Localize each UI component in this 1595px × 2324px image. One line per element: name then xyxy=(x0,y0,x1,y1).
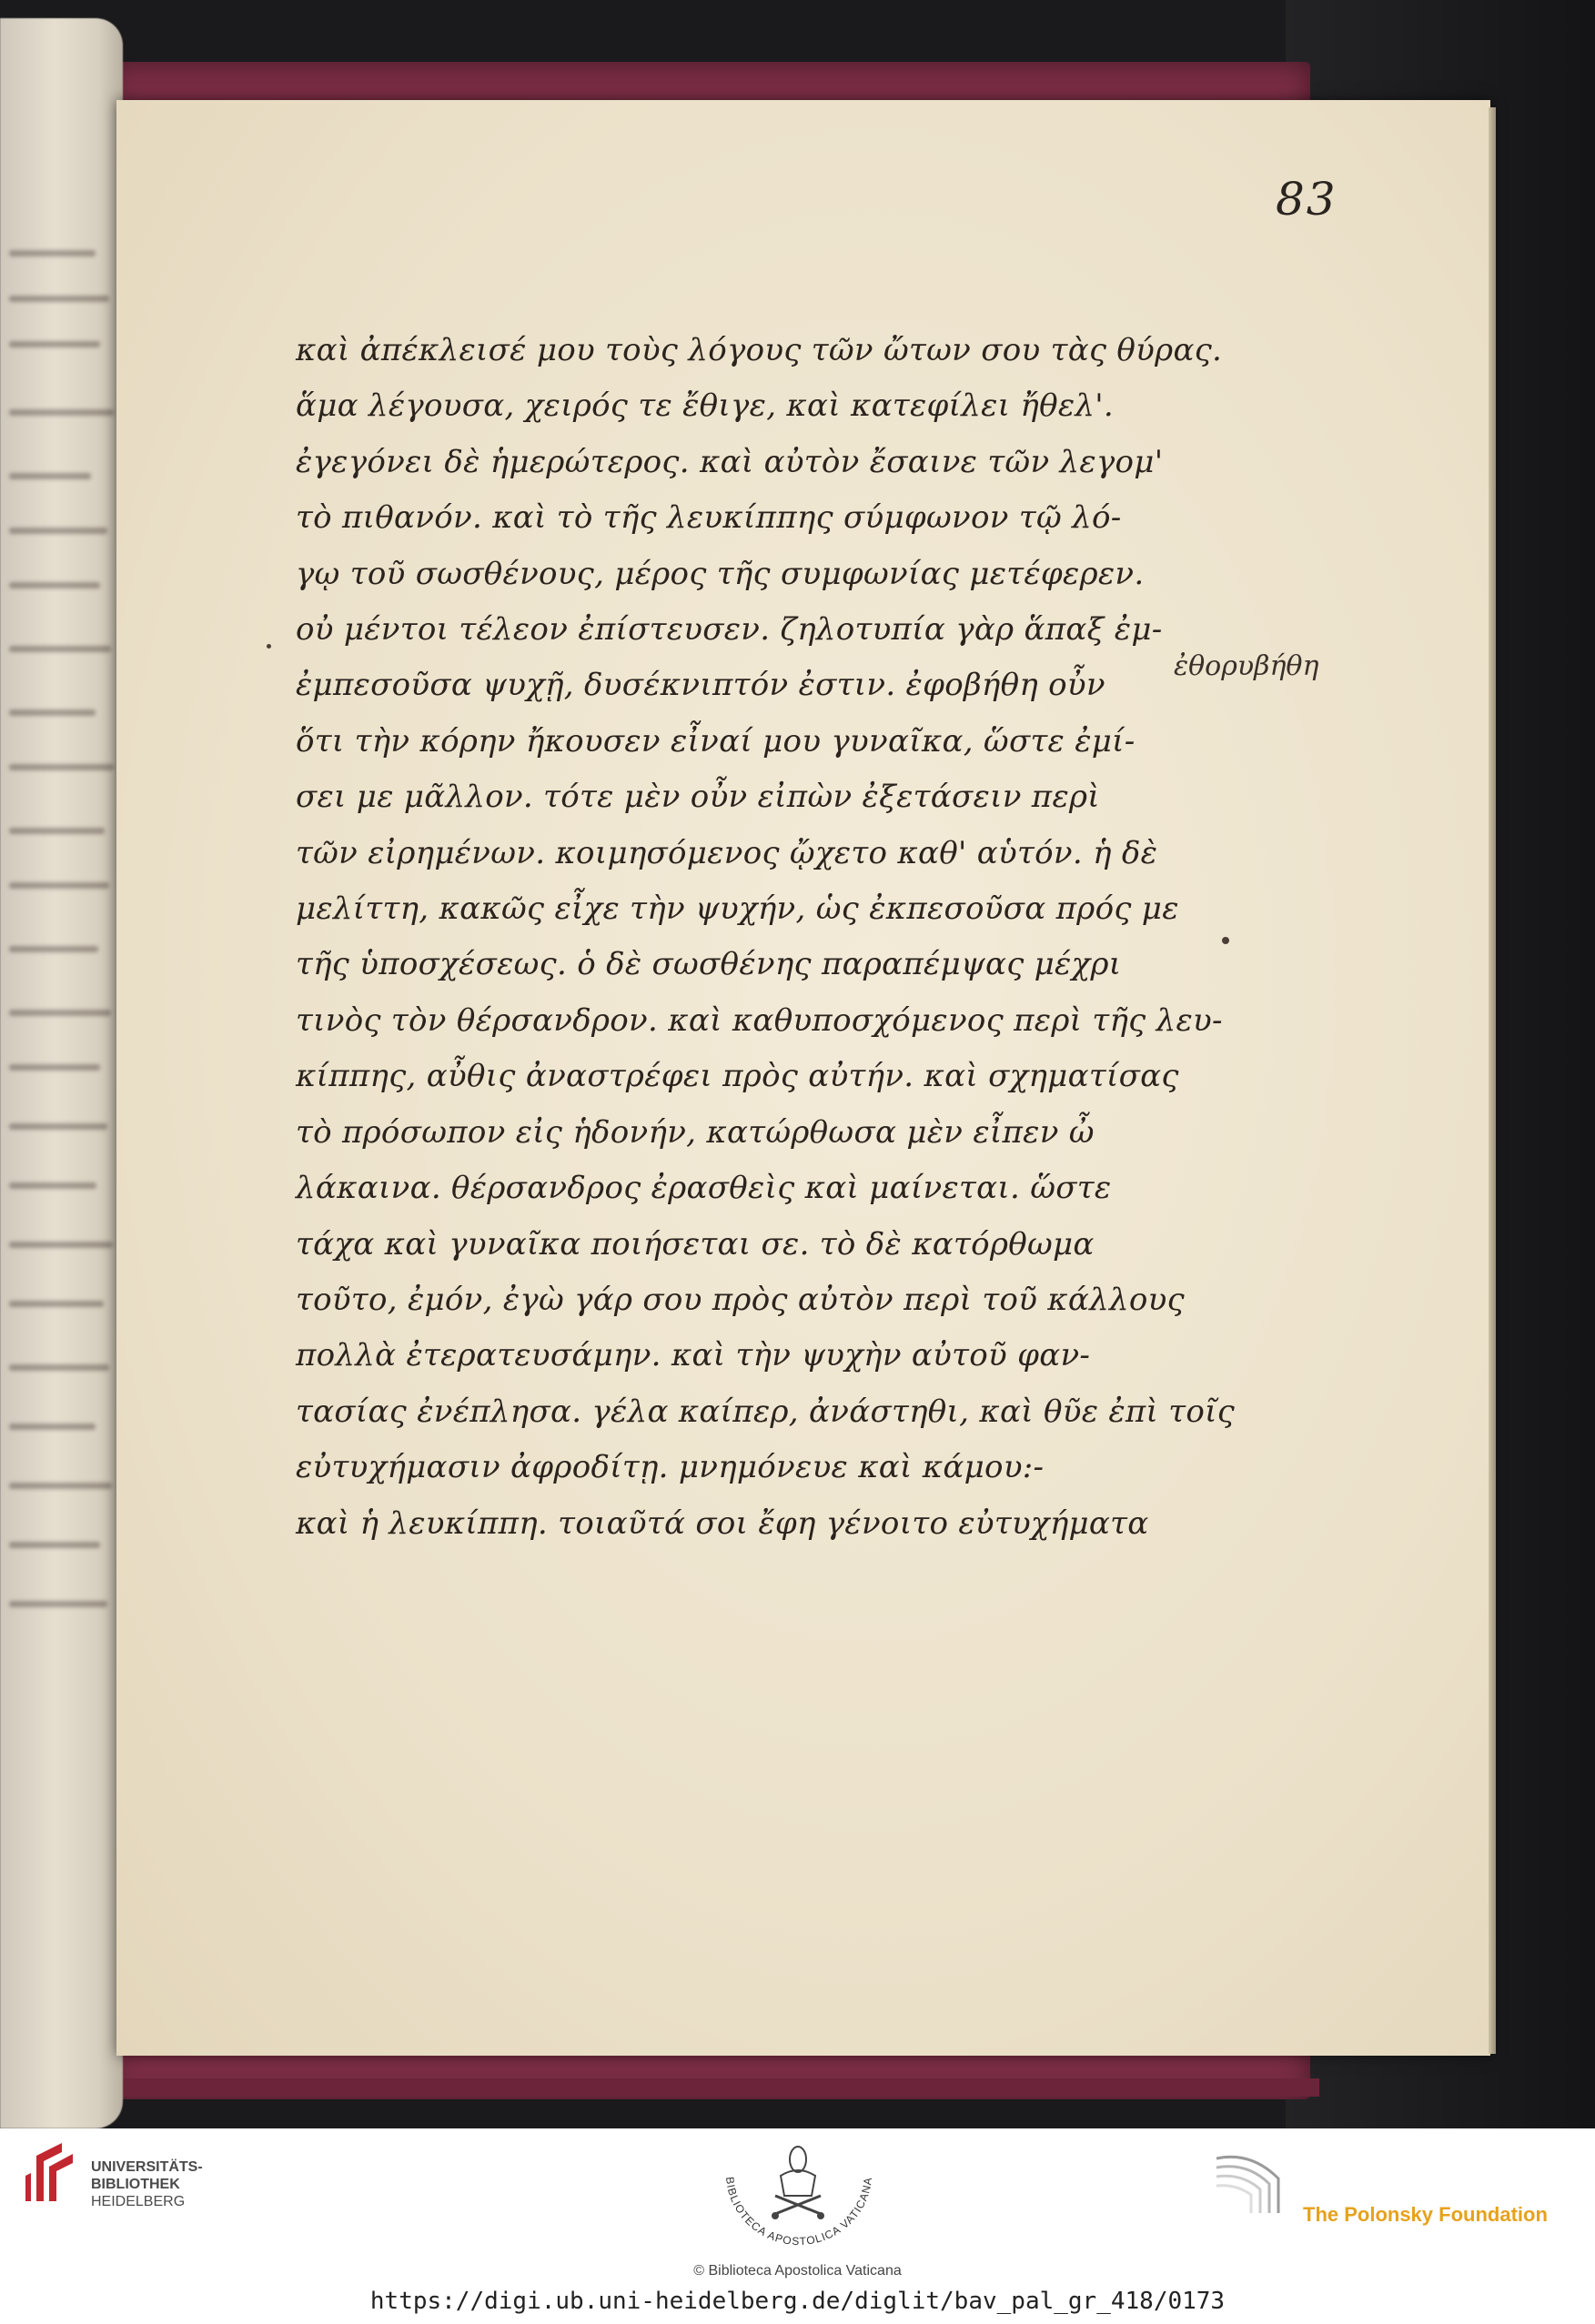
ub-line: HEIDELBERG xyxy=(91,2194,186,2209)
copyright-notice: © Biblioteca Apostolica Vaticana xyxy=(693,2263,902,2279)
text-line: ὅτι τὴν κόρην ἤκουσεν εἶναί μου γυναῖκα, ὥστε ἐμί- xyxy=(296,722,1136,760)
text-line: τῆς ὑποσχέσεως. ὁ δὲ σωσθένης παραπέμψας μέχρι xyxy=(296,946,1122,983)
text-line: καὶ ἀπέκλεισέ μου τοὺς λόγους τῶν ὤτων σου τὰς θύρας. xyxy=(296,332,1223,368)
ub-line: UNIVERSITÄTS- xyxy=(91,2159,203,2175)
polonsky-foundation-name: The Polonsky Foundation xyxy=(1303,2203,1548,2226)
text-line: λάκαινα. θέρσανδρος ἐρασθεὶς καὶ μαίνεται. ὥστε xyxy=(296,1170,1112,1207)
text-line: πολλὰ ἐτερατευσάμην. καὶ τὴν ψυχὴν αὐτοῦ φαν- xyxy=(296,1337,1091,1374)
text-line: τασίας ἐνέπλησα. γέλα καίπερ, ἀνάστηθι, καὶ θῦε ἐπὶ τοῖς xyxy=(296,1393,1236,1430)
manuscript-text xyxy=(296,323,1236,1552)
text-line: καὶ ἡ λευκίππη. τοιαῦτά σοι ἔφη γένοιτο εὐτυχήματα xyxy=(296,1504,1149,1542)
margin-note: ἐθορυβήθη xyxy=(1174,650,1319,682)
polonsky-foundation-logo-icon xyxy=(1215,2151,1301,2215)
text-line: ἅμα λέγουσα, χειρός τε ἔθιγε, καὶ κατεφίλει ἤθελ'. xyxy=(296,387,1114,425)
ub-heidelberg-name xyxy=(91,2158,203,2210)
text-line: τῶν εἰρημένων. κοιμησόμενος ᾤχετο καθ' αὑτόν. ἡ δὲ xyxy=(296,834,1158,871)
folio-number: 83 xyxy=(1276,173,1338,226)
text-line: τάχα καὶ γυναῖκα ποιήσεται σε. τὸ δὲ κατόρθωμα xyxy=(296,1225,1095,1263)
text-line: οὐ μέντοι τέλεον ἐπίστευσεν. ζηλοτυπία γὰρ ἅπαξ ἐμ- xyxy=(296,611,1163,649)
ub-line: BIBLIOTHEK xyxy=(91,2177,180,2192)
text-line: τὸ πρόσωπον εἰς ἡδονήν, κατώρθωσα μὲν εἶπεν ὦ xyxy=(296,1113,1095,1151)
vatican-library-seal-icon xyxy=(701,2139,896,2247)
text-line: κίππης, αὖθις ἀναστρέφει πρὸς αὐτήν. καὶ σχηματίσας xyxy=(296,1058,1179,1095)
svg-text:BIBLIOTECA APOSTOLICA VATICANA: BIBLIOTECA APOSTOLICA VATICANA xyxy=(722,2176,875,2247)
text-line: ἐγεγόνει δὲ ἡμερώτερος. καὶ αὐτὸν ἔσαινε τῶν λεγομ' xyxy=(296,443,1164,480)
facing-page-edge xyxy=(0,18,123,2128)
text-line: εὐτυχήμασιν ἀφροδίτῃ. μνημόνευε καὶ κάμου:- xyxy=(296,1449,1045,1486)
text-line: τινὸς τὸν θέρσανδρον. καὶ καθυποσχόμενος περὶ τῆς λευ- xyxy=(296,1001,1223,1039)
ink-spot xyxy=(1222,937,1229,944)
binding-bottom-edge xyxy=(109,2078,1319,2097)
text-line: μελίττη, κακῶς εἶχε τὴν ψυχήν, ὡς ἐκπεσοῦσα πρός με xyxy=(296,890,1179,928)
text-line: γῳ τοῦ σωσθένους, μέρος τῆς συμφωνίας μετέφερεν. xyxy=(296,555,1145,592)
ub-heidelberg-logo-icon xyxy=(18,2139,82,2203)
permalink-url[interactable]: https://digi.ub.uni-heidelberg.de/diglit/bav_pal_gr_418/0173 xyxy=(369,2288,1226,2315)
ink-spot xyxy=(267,644,271,649)
text-line: τοῦτο, ἐμόν, ἐγὼ γάρ σου πρὸς αὐτὸν περὶ τοῦ κάλλους xyxy=(296,1281,1185,1318)
text-line: τὸ πιθανόν. καὶ τὸ τῆς λευκίππης σύμφωνον τῷ λό- xyxy=(296,499,1122,537)
page-fore-edge xyxy=(1489,107,1496,2054)
text-line: ἐμπεσοῦσα ψυχῇ, δυσέκνιπτόν ἐστιν. ἐφοβήθη οὖν xyxy=(296,667,1105,704)
text-line: σει με μᾶλλον. τότε μὲν οὖν εἰπὼν ἐξετάσειν περὶ xyxy=(296,779,1100,816)
